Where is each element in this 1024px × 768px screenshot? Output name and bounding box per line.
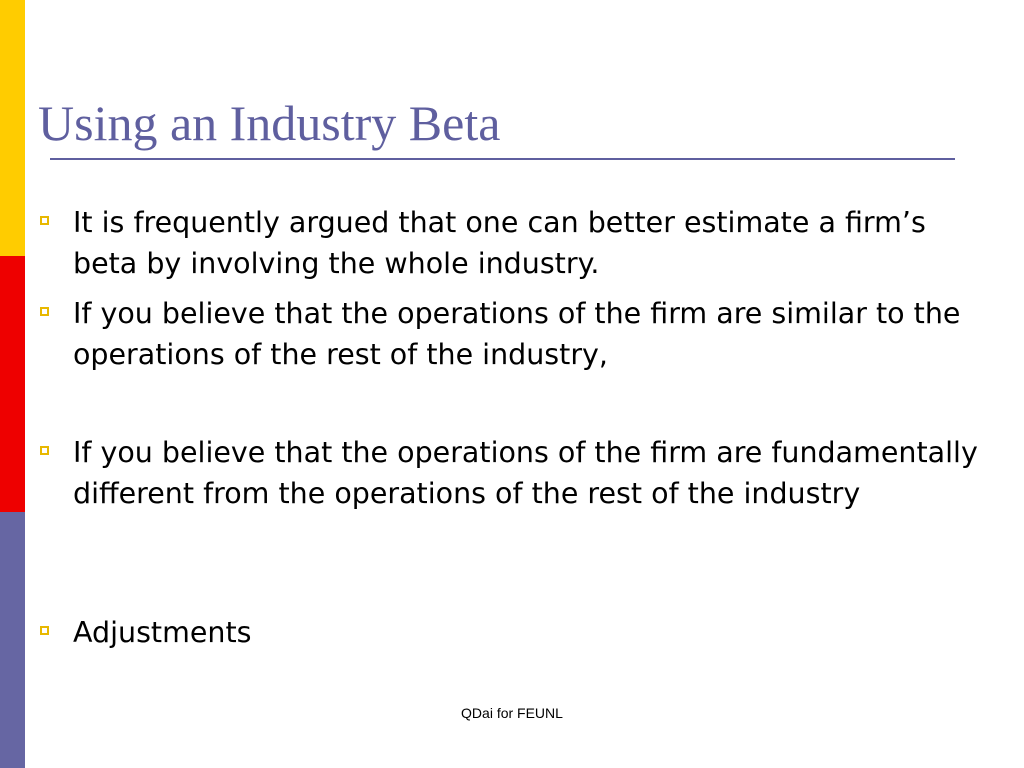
slide-title: Using an Industry Beta	[38, 95, 501, 151]
square-bullet-icon	[40, 446, 49, 455]
bullet-item	[40, 202, 980, 284]
bullet-text: If you believe that the operations of the firm are similar to the operations of the rest of the industry,	[73, 297, 961, 371]
footer-text: QDai for FEUNL	[461, 705, 563, 721]
bullet-text: Adjustments	[73, 616, 252, 649]
square-bullet-icon	[40, 626, 49, 635]
bullet-text: It is frequently argued that one can better estimate a firm’s beta by involving the whole industry.	[73, 206, 926, 280]
bullet-item	[40, 432, 980, 514]
square-bullet-icon	[40, 216, 49, 225]
square-bullet-icon	[40, 307, 49, 316]
bullet-item	[40, 612, 980, 653]
bullet-text: If you believe that the operations of the firm are fundamentally different from the operations of the rest of the industry	[73, 436, 978, 510]
bullet-item	[40, 293, 980, 375]
